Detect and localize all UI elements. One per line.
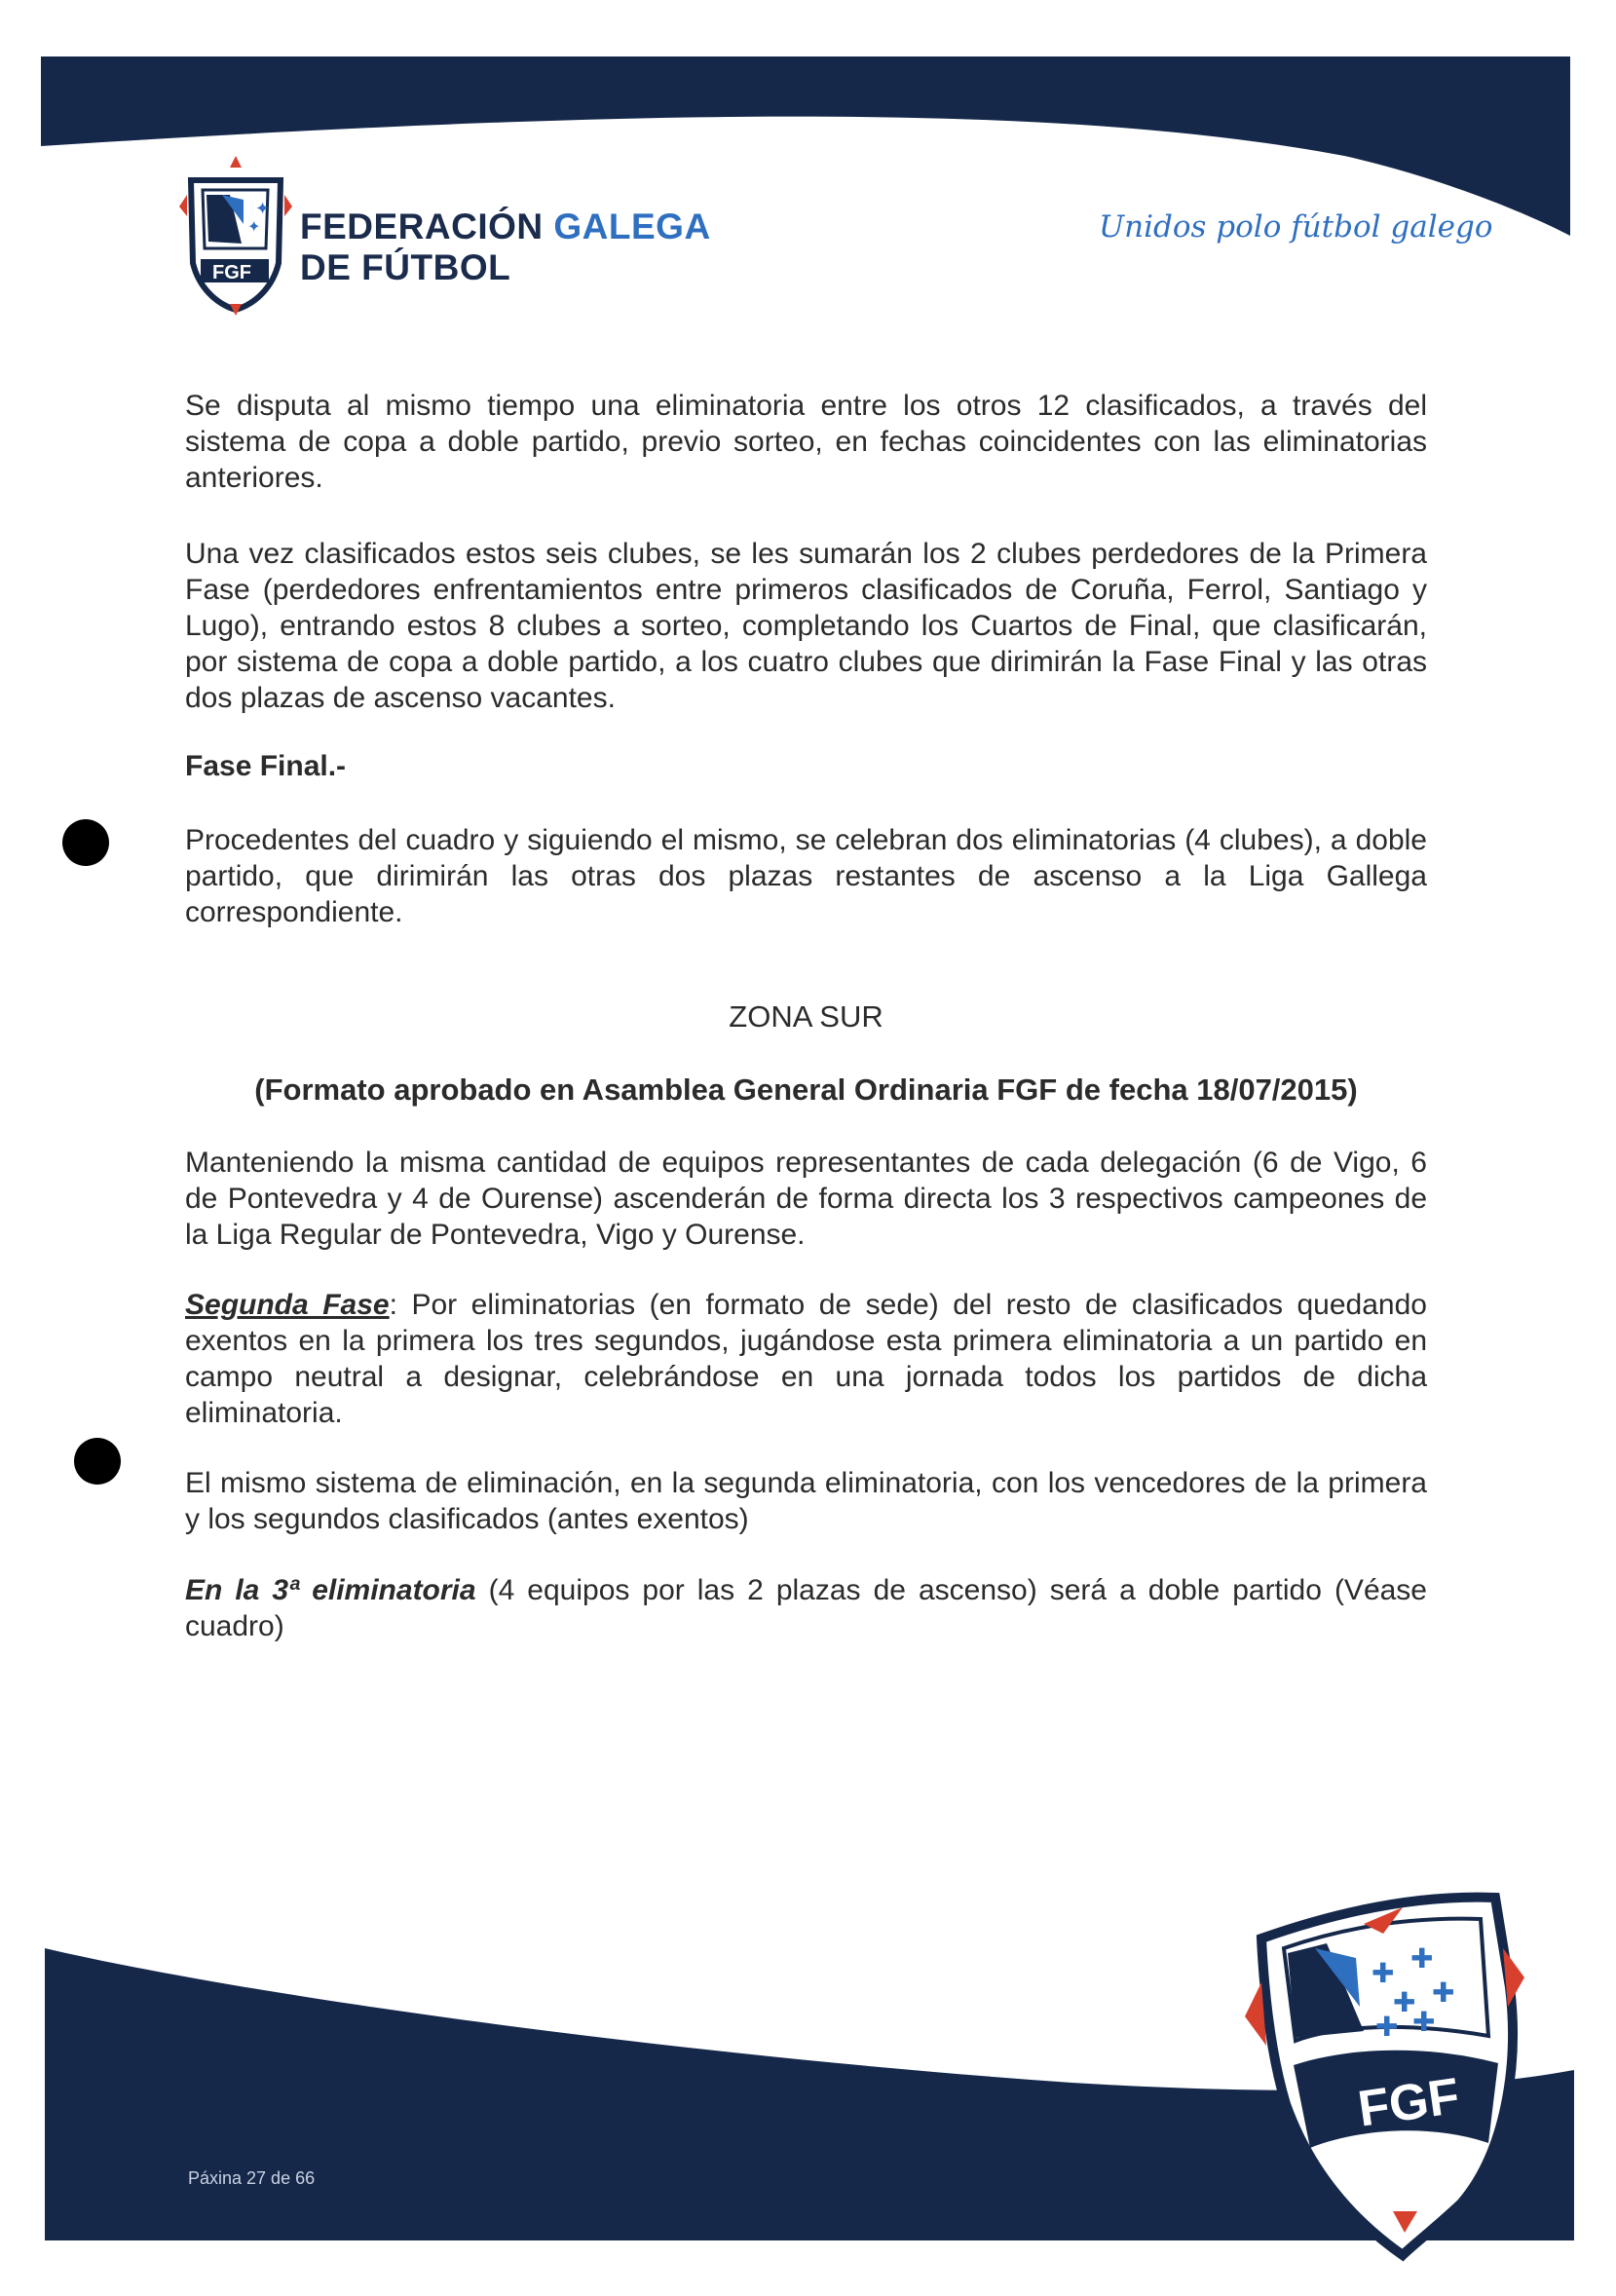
paragraph-mismo-sistema: El mismo sistema de eliminación, en la segunda eliminatoria, con los vencedores de la primera y los segundos clasificados (antes exentos) bbox=[185, 1467, 1427, 1535]
formato-aprobado: (Formato aprobado en Asamblea General Ordinaria FGF de fecha 18/07/2015) bbox=[254, 1073, 1358, 1107]
svg-text:✚: ✚ bbox=[1393, 1986, 1416, 2018]
tercera-eliminatoria-text: (4 equipos por las 2 plazas de ascenso) será a doble partido (Véase cuadro) bbox=[185, 1574, 1427, 1642]
paragraph-eliminatoria: Se disputa al mismo tiempo una eliminatoria entre los otros 12 clasificados, a través del sistema de copa a doble partido, previo sorteo, en fechas coincidentes con las eliminatorias anteriores. bbox=[185, 390, 1427, 494]
tercera-eliminatoria-label: En la 3ª eliminatoria bbox=[185, 1574, 476, 1606]
org-name-federacion: FEDERACIÓN bbox=[300, 207, 544, 246]
svg-text:✦: ✦ bbox=[247, 217, 261, 236]
punch-hole bbox=[62, 819, 109, 866]
page-number: Páxina 27 de 66 bbox=[188, 2168, 316, 2188]
paragraph-clasificados: Una vez clasificados estos seis clubes, se les sumarán los 2 clubes perdedores de la Primera Fase (perdedores enfrentamientos entre primeros clasificados de Coruña, Ferrol, Santiago y Lugo), entrando estos 8 clubes a sorteo, completando los Cuartos de Final, que clasificarán, por sistema de copa a doble partido, a los cuatro clubes que dirimirán la Fase Final y las otras dos plazas de ascenso vacantes. bbox=[185, 538, 1427, 714]
fase-final-heading: Fase Final.- bbox=[185, 750, 347, 782]
small-logo-text: FGF bbox=[212, 262, 251, 283]
zona-sur-title: ZONA SUR bbox=[729, 999, 883, 1034]
org-name bbox=[300, 207, 711, 288]
org-name-galega: GALEGA bbox=[553, 207, 711, 246]
paragraph-tercera bbox=[185, 1572, 1427, 1644]
svg-text:✚: ✚ bbox=[1372, 1957, 1395, 1989]
paragraph-segunda-fase bbox=[185, 1287, 1427, 1431]
slogan: Unidos polo fútbol galego bbox=[1099, 209, 1493, 245]
paragraph-fase-final: Procedentes del cuadro y siguiendo el mismo, se celebran dos eliminatorias (4 clubes), a doble partido, que dirimirán las otras dos plazas restantes de ascenso a la Liga Gallega correspondiente. bbox=[185, 824, 1427, 928]
segunda-fase-label: Segunda Fase bbox=[185, 1289, 390, 1321]
svg-text:✚: ✚ bbox=[1410, 1942, 1434, 1975]
segunda-fase-text: : Por eliminatorias (en formato de sede) del resto de clasificados quedando exentos en la primera los tres segundos, jugándose esta primera eliminatoria a un partido en campo neutral a designar, celebrándose en una jornada todos los partidos de dicha eliminatoria. bbox=[185, 1289, 1427, 1429]
paragraph-manteniendo: Manteniendo la misma cantidad de equipos representantes de cada delegación (6 de Vigo, 6 de Pontevedra y 4 de Ourense) ascenderán de forma directa los 3 respectivos campeones de la Liga Regular de Pontevedra, Vigo y Ourense. bbox=[185, 1147, 1427, 1251]
svg-text:✚: ✚ bbox=[1375, 2011, 1399, 2043]
large-logo-text: FGF bbox=[1354, 2067, 1463, 2138]
svg-text:✚: ✚ bbox=[1412, 2006, 1436, 2038]
org-name-futbol: DE FÚTBOL bbox=[300, 247, 511, 287]
punch-hole bbox=[74, 1438, 121, 1485]
fgf-shield-logo-small bbox=[179, 156, 292, 316]
svg-text:✦: ✦ bbox=[255, 199, 271, 219]
svg-text:✚: ✚ bbox=[1432, 1976, 1455, 2009]
